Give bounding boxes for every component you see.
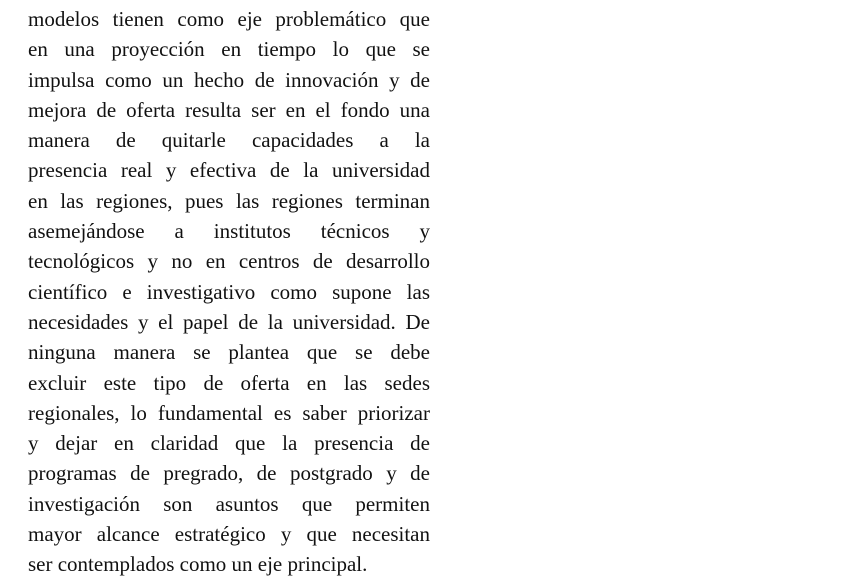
paragraph-line: manera de quitarle capacidades a la: [28, 128, 430, 153]
paragraph-line: científico e investigativo como supone las: [28, 279, 430, 304]
paragraph-line: investigación son asuntos que permiten: [28, 491, 430, 516]
paragraph-line: y dejar en claridad que la presencia de: [28, 431, 430, 456]
paragraph-line: programas de pregrado, de postgrado y de: [28, 461, 430, 486]
paragraph-line: ninguna manera se plantea que se debe: [28, 340, 430, 365]
paragraph-line: mejora de oferta resulta ser en el fondo una: [28, 97, 430, 122]
paragraph-line: modelos tienen como eje problemático que: [28, 7, 430, 31]
paragraph-line: tecnológicos y no en centros de desarrollo: [28, 249, 430, 274]
body-paragraph: [28, 4, 430, 580]
paragraph-line: impulsa como un hecho de innovación y de: [28, 67, 430, 92]
paragraph-line: en las regiones, pues las regiones terminan: [28, 188, 430, 213]
paragraph-line: ser contemplados como un eje principal.: [28, 552, 368, 577]
paragraph-line: presencia real y efectiva de la universidad: [28, 158, 430, 183]
paragraph-line: necesidades y el papel de la universidad. De: [28, 309, 430, 334]
paragraph-line: excluir este tipo de oferta en las sedes: [28, 370, 430, 395]
paragraph-line: asemejándose a institutos técnicos y: [28, 219, 430, 244]
paragraph-line: en una proyección en tiempo lo que se: [28, 37, 430, 62]
paragraph-line: regionales, lo fundamental es saber priorizar: [28, 400, 430, 425]
paragraph-line: mayor alcance estratégico y que necesitan: [28, 522, 430, 547]
